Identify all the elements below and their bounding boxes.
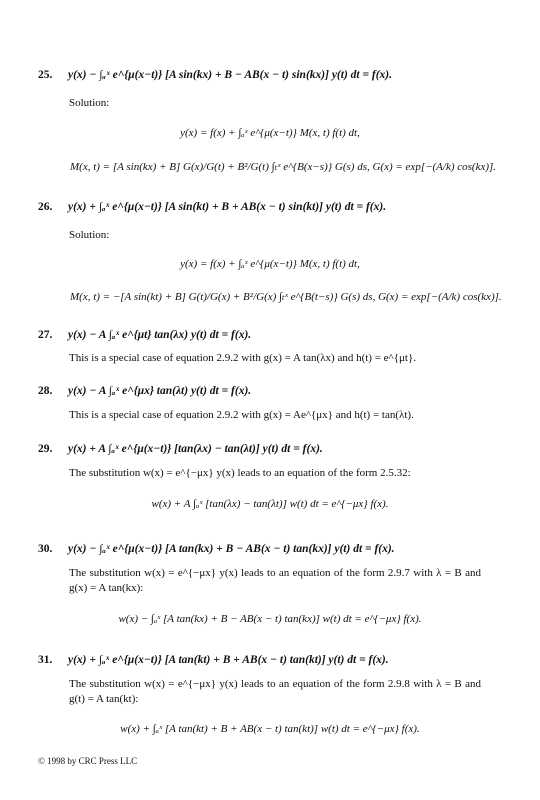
equation-29: [38, 442, 323, 456]
equation-31: [38, 653, 389, 667]
formula-line: w(x) − ∫ₐˣ [A tan(kx) + B − AB(x − t) tan(kx)] w(t) dt = e^{−μx} f(x).: [118, 613, 422, 625]
solution-label: Solution:: [69, 97, 110, 109]
equation-note: The substitution w(x) = e^{−μx} y(x) leads to an equation of the form 2.9.8 with λ = B and g(t) = A tan(kt):: [69, 678, 481, 705]
equation-27: [38, 328, 251, 342]
equation-number: 28.: [38, 385, 53, 397]
copyright-footer: © 1998 by CRC Press LLC: [38, 756, 138, 766]
equation-text: y(x) − ∫ₐˣ e^{μ(x−t)} [A tan(kx) + B − AB(x − t) tan(kx)] y(t) dt = f(x).: [68, 543, 395, 555]
equation-note: This is a special case of equation 2.9.2 with g(x) = A tan(λx) and h(t) = e^{μt}.: [69, 352, 416, 364]
formula-line: y(x) = f(x) + ∫ₐˣ e^{μ(x−t)} M(x, t) f(t) dt,: [180, 258, 360, 270]
equation-note: The substitution w(x) = e^{−μx} y(x) leads to an equation of the form 2.9.7 with λ = B and g(x) = A tan(kx):: [69, 567, 481, 594]
formula-line: w(x) + ∫ₐˣ [A tan(kt) + B + AB(x − t) tan(kt)] w(t) dt = e^{−μx} f(x).: [120, 723, 420, 735]
equation-30: [38, 542, 395, 556]
equation-25: [38, 68, 392, 82]
equation-text: y(x) + ∫ₐˣ e^{μ(x−t)} [A sin(kt) + B + AB(x − t) sin(kt)] y(t) dt = f(x).: [68, 201, 387, 213]
equation-note: The substitution w(x) = e^{−μx} y(x) leads to an equation of the form 2.5.32:: [69, 467, 411, 479]
equation-number: 30.: [38, 543, 53, 555]
formula-line: y(x) = f(x) + ∫ₐˣ e^{μ(x−t)} M(x, t) f(t) dt,: [180, 127, 360, 139]
equation-26: [38, 200, 386, 214]
equation-note: This is a special case of equation 2.9.2 with g(x) = Ae^{μx} and h(t) = tan(λt).: [69, 409, 414, 421]
solution-label: Solution:: [69, 229, 110, 241]
equation-28: [38, 384, 251, 398]
equation-number: 26.: [38, 201, 53, 213]
equation-text: y(x) − A ∫ₐˣ e^{μt} tan(λx) y(t) dt = f(x).: [68, 329, 252, 341]
equation-number: 31.: [38, 654, 53, 666]
formula-line: M(x, t) = [A sin(kx) + B] G(x)/G(t) + B²/G(t) ∫ₜˣ e^{B(x−s)} G(s) ds, G(x) = exp[−(A/k) cos(kx)].: [70, 161, 497, 173]
equation-text: y(x) − A ∫ₐˣ e^{μx} tan(λt) y(t) dt = f(x).: [68, 385, 252, 397]
formula-line: M(x, t) = −[A sin(kt) + B] G(t)/G(x) + B²/G(x) ∫ₜˣ e^{B(t−s)} G(s) ds, G(x) = exp[−(A/k) cos(kx)].: [70, 291, 502, 303]
equation-text: y(x) + A ∫ₐˣ e^{μ(x−t)} [tan(λx) − tan(λt)] y(t) dt = f(x).: [68, 443, 323, 455]
formula-line: w(x) + A ∫ₐˣ [tan(λx) − tan(λt)] w(t) dt = e^{−μx} f(x).: [151, 498, 389, 510]
equation-text: y(x) + ∫ₐˣ e^{μ(x−t)} [A tan(kt) + B + AB(x − t) tan(kt)] y(t) dt = f(x).: [68, 654, 389, 666]
equation-number: 25.: [38, 69, 53, 81]
equation-number: 29.: [38, 443, 53, 455]
equation-number: 27.: [38, 329, 53, 341]
equation-text: y(x) − ∫ₐˣ e^{μ(x−t)} [A sin(kx) + B − AB(x − t) sin(kx)] y(t) dt = f(x).: [68, 69, 393, 81]
